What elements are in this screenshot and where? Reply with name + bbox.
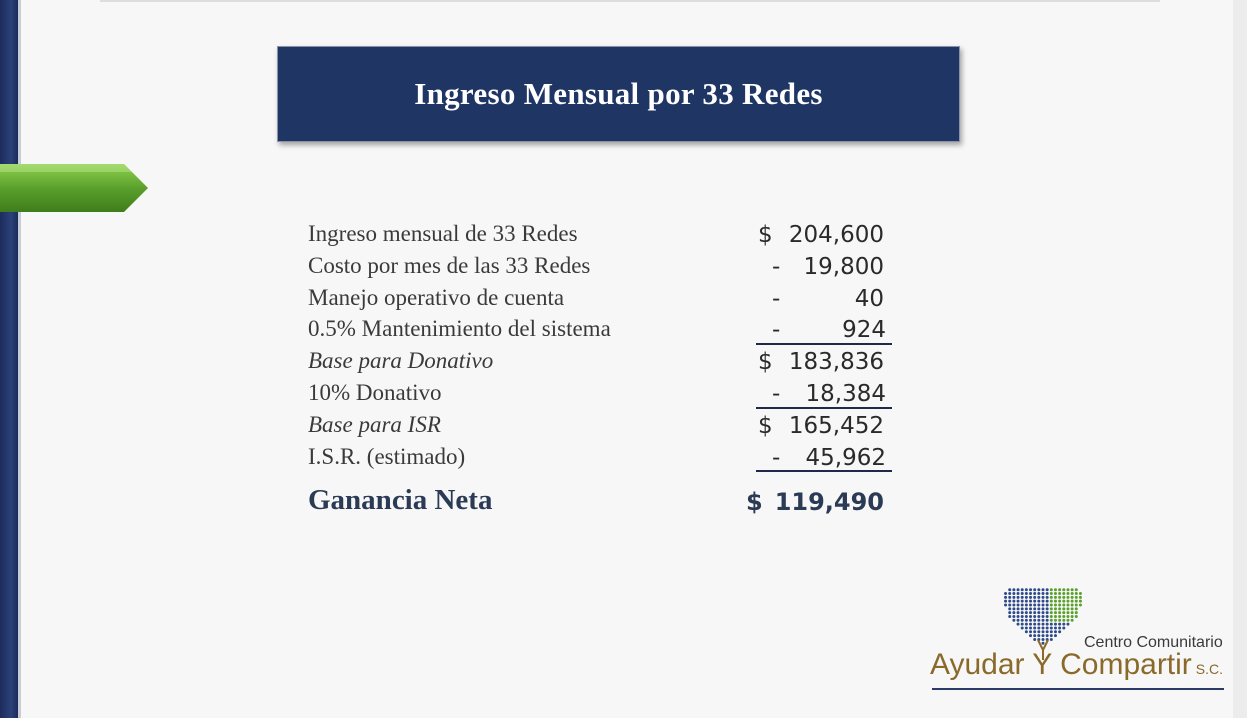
heart-dot xyxy=(1033,638,1036,641)
heart-dot xyxy=(1029,634,1032,637)
heart-dot xyxy=(1079,600,1082,603)
heart-dot xyxy=(1062,615,1065,618)
page-title: Ingreso Mensual por 33 Redes xyxy=(414,76,823,111)
heart-dot xyxy=(1046,607,1049,610)
heart-dot xyxy=(1021,626,1024,629)
heart-dot xyxy=(1029,630,1032,633)
heart-dot xyxy=(1054,626,1057,629)
heart-dot xyxy=(1021,596,1024,599)
label-ganancia-neta: Ganancia Neta xyxy=(308,484,493,517)
heart-dot xyxy=(1025,600,1028,603)
heart-dot xyxy=(1033,600,1036,603)
heart-dot xyxy=(1033,611,1036,614)
heart-dot xyxy=(1033,623,1036,626)
heart-dot xyxy=(1050,634,1053,637)
heart-dot xyxy=(1025,619,1028,622)
value-row xyxy=(752,345,894,377)
heart-dot xyxy=(1066,603,1069,606)
logo-suffix: S.C. xyxy=(1195,661,1224,677)
heart-dot xyxy=(1062,611,1065,614)
heart-dot xyxy=(1042,596,1045,599)
heart-dot xyxy=(1066,596,1069,599)
label-mantenimiento: 0.5% Mantenimiento del sistema xyxy=(308,316,611,342)
value-sign: - xyxy=(772,380,781,407)
heart-dot xyxy=(1050,615,1053,618)
green-arrow-icon xyxy=(0,162,150,214)
heart-dot xyxy=(1062,603,1065,606)
heart-dot xyxy=(1012,592,1015,595)
heart-dot xyxy=(1075,592,1078,595)
heart-dot xyxy=(1062,596,1065,599)
value-sign: - xyxy=(772,285,781,312)
heart-dot xyxy=(1054,634,1057,637)
heart-dot xyxy=(1029,588,1032,591)
heart-dot xyxy=(1058,603,1061,606)
heart-dot xyxy=(1037,603,1040,606)
heart-dot xyxy=(1029,615,1032,618)
heart-dot xyxy=(1012,588,1015,591)
heart-dot xyxy=(1042,623,1045,626)
logo-name xyxy=(930,648,1223,682)
income-labels xyxy=(308,218,728,520)
heart-dot xyxy=(1021,600,1024,603)
label-donativo: 10% Donativo xyxy=(308,379,442,405)
heart-dot xyxy=(1017,607,1020,610)
heart-dot xyxy=(1046,630,1049,633)
heart-dot xyxy=(1058,611,1061,614)
heart-dot xyxy=(1058,600,1061,603)
label-base-donativo: Base para Donativo xyxy=(308,348,494,374)
heart-dot xyxy=(1042,592,1045,595)
heart-dot xyxy=(1046,634,1049,637)
heart-dot xyxy=(1025,630,1028,633)
heart-dot xyxy=(1046,592,1049,595)
value-amount: 40 xyxy=(854,285,884,312)
heart-dot xyxy=(1050,623,1053,626)
heart-dot xyxy=(1008,611,1011,614)
value-amount: 165,452 xyxy=(788,412,884,439)
heart-dot xyxy=(1071,600,1074,603)
heart-dot xyxy=(1021,623,1024,626)
heart-dot xyxy=(1066,607,1069,610)
heart-dot xyxy=(1025,615,1028,618)
heart-dot xyxy=(1062,607,1065,610)
heart-dot xyxy=(1050,638,1053,641)
value-row xyxy=(752,250,894,282)
heart-dot xyxy=(1075,615,1078,618)
heart-dot xyxy=(1029,611,1032,614)
heart-dot xyxy=(1029,596,1032,599)
label-isr: I.S.R. (estimado) xyxy=(308,443,466,469)
heart-dot xyxy=(1054,592,1057,595)
heart-dot xyxy=(1012,619,1015,622)
heart-dot xyxy=(1054,623,1057,626)
value-sign: - xyxy=(772,317,781,344)
heart-dot xyxy=(1025,592,1028,595)
heart-dot xyxy=(1075,611,1078,614)
heart-dot xyxy=(1017,623,1020,626)
heart-dot xyxy=(1017,615,1020,618)
heart-dot xyxy=(1008,615,1011,618)
heart-dot xyxy=(1050,592,1053,595)
heart-dot xyxy=(1029,619,1032,622)
heart-dot xyxy=(1025,607,1028,610)
value-amount: 204,600 xyxy=(788,222,884,248)
heart-dot xyxy=(1054,619,1057,622)
heart-dot xyxy=(1004,596,1007,599)
heart-dot xyxy=(1008,600,1011,603)
heart-dot xyxy=(1050,603,1053,606)
value-sign: - xyxy=(772,253,781,280)
heart-dot xyxy=(1033,615,1036,618)
value-amount: 45,962 xyxy=(805,444,886,471)
heart-dot xyxy=(1062,623,1065,626)
heart-dot xyxy=(1046,626,1049,629)
heart-dot xyxy=(1058,623,1061,626)
heart-dot xyxy=(1079,603,1082,606)
heart-dot xyxy=(1012,596,1015,599)
left-bar-edge xyxy=(18,0,21,718)
heart-dot xyxy=(1033,603,1036,606)
heart-dot xyxy=(1066,619,1069,622)
heart-dot xyxy=(1050,588,1053,591)
heart-dot xyxy=(1046,588,1049,591)
heart-dot xyxy=(1058,592,1061,595)
heart-dot xyxy=(1017,596,1020,599)
heart-dot xyxy=(1054,611,1057,614)
heart-dot xyxy=(1046,619,1049,622)
right-edge xyxy=(1233,0,1247,718)
heart-dot xyxy=(1025,588,1028,591)
heart-dot xyxy=(1042,607,1045,610)
heart-dot xyxy=(1012,603,1015,606)
heart-dot xyxy=(1029,600,1032,603)
heart-dot xyxy=(1054,630,1057,633)
value-row-subtotal-line xyxy=(756,313,892,345)
heart-dot xyxy=(1029,592,1032,595)
value-sign: $ xyxy=(758,222,773,248)
heart-dot xyxy=(1012,611,1015,614)
heart-dot xyxy=(1037,634,1040,637)
value-row xyxy=(752,282,894,314)
heart-dot xyxy=(1033,592,1036,595)
heart-dot xyxy=(1050,630,1053,633)
value-amount: 19,800 xyxy=(803,253,884,280)
heart-dot xyxy=(1058,630,1061,633)
heart-dot xyxy=(1021,607,1024,610)
heart-dot xyxy=(1071,607,1074,610)
heart-dot xyxy=(1017,619,1020,622)
heart-dot xyxy=(1054,588,1057,591)
heart-dot xyxy=(1071,592,1074,595)
heart-dot xyxy=(1075,607,1078,610)
heart-dot xyxy=(1075,603,1078,606)
heart-dot xyxy=(1025,626,1028,629)
heart-dot xyxy=(1042,638,1045,641)
heart-dot xyxy=(1012,607,1015,610)
left-accent-bar xyxy=(0,0,18,718)
heart-dot xyxy=(1046,603,1049,606)
value-amount: 18,384 xyxy=(805,380,886,407)
heart-dot xyxy=(1012,615,1015,618)
heart-dot xyxy=(1042,600,1045,603)
heart-dot xyxy=(1021,611,1024,614)
heart-dot xyxy=(1066,623,1069,626)
heart-dot xyxy=(1033,630,1036,633)
value-net-total xyxy=(746,480,894,520)
heart-dot xyxy=(1071,603,1074,606)
heart-dot xyxy=(1017,600,1020,603)
heart-dot xyxy=(1004,603,1007,606)
heart-dot xyxy=(1025,603,1028,606)
heart-dot xyxy=(1050,600,1053,603)
heart-dot xyxy=(1017,611,1020,614)
heart-dot xyxy=(1058,596,1061,599)
heart-dot xyxy=(1046,600,1049,603)
heart-dot xyxy=(1058,615,1061,618)
value-row xyxy=(752,409,894,441)
heart-dot xyxy=(1054,615,1057,618)
heart-dot xyxy=(1071,588,1074,591)
title-banner xyxy=(277,46,960,142)
logo-name-text: Ayudar Y Compartir xyxy=(930,648,1192,681)
heart-dot xyxy=(1025,623,1028,626)
heart-dot xyxy=(1021,615,1024,618)
heart-dot xyxy=(1050,626,1053,629)
heart-dot xyxy=(1029,623,1032,626)
heart-dot xyxy=(1071,619,1074,622)
heart-dot xyxy=(1062,600,1065,603)
heart-dot xyxy=(1008,592,1011,595)
heart-dot xyxy=(1075,600,1078,603)
heart-dot xyxy=(1037,611,1040,614)
heart-dot xyxy=(1042,634,1045,637)
heart-dot xyxy=(1058,619,1061,622)
net-amount: 119,490 xyxy=(774,488,884,517)
heart-dot xyxy=(1008,607,1011,610)
heart-dot xyxy=(1066,615,1069,618)
heart-dot xyxy=(1021,592,1024,595)
heart-dot xyxy=(1046,623,1049,626)
heart-dot xyxy=(1079,596,1082,599)
heart-dot xyxy=(1033,607,1036,610)
heart-dot xyxy=(1075,588,1078,591)
heart-dot xyxy=(1042,611,1045,614)
heart-dot xyxy=(1021,588,1024,591)
top-strip xyxy=(100,0,1160,2)
logo-subtitle: Centro Comunitario xyxy=(1084,634,1223,651)
heart-dot xyxy=(1054,603,1057,606)
heart-dot xyxy=(1017,592,1020,595)
value-sign: - xyxy=(772,444,781,471)
heart-dot xyxy=(1066,611,1069,614)
heart-dot xyxy=(1050,607,1053,610)
heart-dot xyxy=(1066,588,1069,591)
heart-dot xyxy=(1037,626,1040,629)
heart-dot xyxy=(1008,588,1011,591)
heart-dot xyxy=(1062,626,1065,629)
heart-dot xyxy=(1042,619,1045,622)
heart-dot xyxy=(1033,634,1036,637)
heart-dot xyxy=(1050,619,1053,622)
heart-dot xyxy=(1075,596,1078,599)
value-sign: $ xyxy=(758,349,773,376)
heart-dot xyxy=(1008,603,1011,606)
heart-dot xyxy=(1046,596,1049,599)
heart-dot xyxy=(1042,642,1045,645)
value-amount: 924 xyxy=(842,317,886,344)
heart-dot xyxy=(1071,611,1074,614)
heart-dot xyxy=(1037,619,1040,622)
heart-dot xyxy=(1058,607,1061,610)
income-values xyxy=(746,218,894,520)
heart-dot xyxy=(1008,596,1011,599)
heart-dot xyxy=(1025,611,1028,614)
heart-dot xyxy=(1042,615,1045,618)
net-sign: $ xyxy=(746,488,763,517)
heart-dot xyxy=(1033,619,1036,622)
heart-dot xyxy=(1054,607,1057,610)
value-row xyxy=(752,218,894,250)
heart-dot xyxy=(1066,592,1069,595)
heart-dot xyxy=(1037,623,1040,626)
heart-dot xyxy=(1058,588,1061,591)
heart-dot xyxy=(1012,600,1015,603)
heart-dot xyxy=(1062,588,1065,591)
heart-dot xyxy=(1042,626,1045,629)
heart-dot xyxy=(1037,630,1040,633)
heart-dot xyxy=(1004,600,1007,603)
heart-dot xyxy=(1042,630,1045,633)
heart-dot xyxy=(1062,619,1065,622)
label-manejo-operativo: Manejo operativo de cuenta xyxy=(308,284,565,310)
heart-dot xyxy=(1066,600,1069,603)
label-ingreso-mensual: Ingreso mensual de 33 Redes xyxy=(308,221,578,246)
heart-dot xyxy=(1054,600,1057,603)
logo-underline xyxy=(932,688,1224,690)
heart-dot xyxy=(1033,596,1036,599)
heart-dot xyxy=(1046,615,1049,618)
heart-dot xyxy=(1029,626,1032,629)
heart-dot xyxy=(1033,588,1036,591)
heart-dot xyxy=(1054,596,1057,599)
value-amount: 183,836 xyxy=(788,349,884,376)
heart-dot xyxy=(1071,615,1074,618)
heart-dot xyxy=(1029,607,1032,610)
heart-dot xyxy=(1033,626,1036,629)
heart-dot xyxy=(1037,592,1040,595)
heart-dot xyxy=(1042,588,1045,591)
heart-dot xyxy=(1071,596,1074,599)
heart-dot xyxy=(1025,596,1028,599)
value-sign: $ xyxy=(758,412,773,439)
heart-dot xyxy=(1017,588,1020,591)
heart-dot xyxy=(1021,603,1024,606)
heart-dot xyxy=(1037,588,1040,591)
heart-dot xyxy=(1037,607,1040,610)
heart-dot xyxy=(1037,596,1040,599)
heart-dot xyxy=(1037,615,1040,618)
heart-dot xyxy=(1050,596,1053,599)
heart-dot xyxy=(1046,611,1049,614)
heart-dot xyxy=(1079,592,1082,595)
label-base-isr: Base para ISR xyxy=(308,411,441,437)
label-costo-mes: Costo por mes de las 33 Redes xyxy=(308,252,591,278)
heart-dot xyxy=(1050,611,1053,614)
heart-dot xyxy=(1029,603,1032,606)
heart-dot xyxy=(1042,603,1045,606)
heart-dot xyxy=(1062,592,1065,595)
heart-dot xyxy=(1021,619,1024,622)
heart-dot xyxy=(1058,626,1061,629)
heart-dot xyxy=(1017,603,1020,606)
heart-dot xyxy=(1004,592,1007,595)
heart-dot xyxy=(1037,600,1040,603)
value-row-subtotal-line xyxy=(756,441,892,473)
value-row-subtotal-line xyxy=(756,377,892,409)
